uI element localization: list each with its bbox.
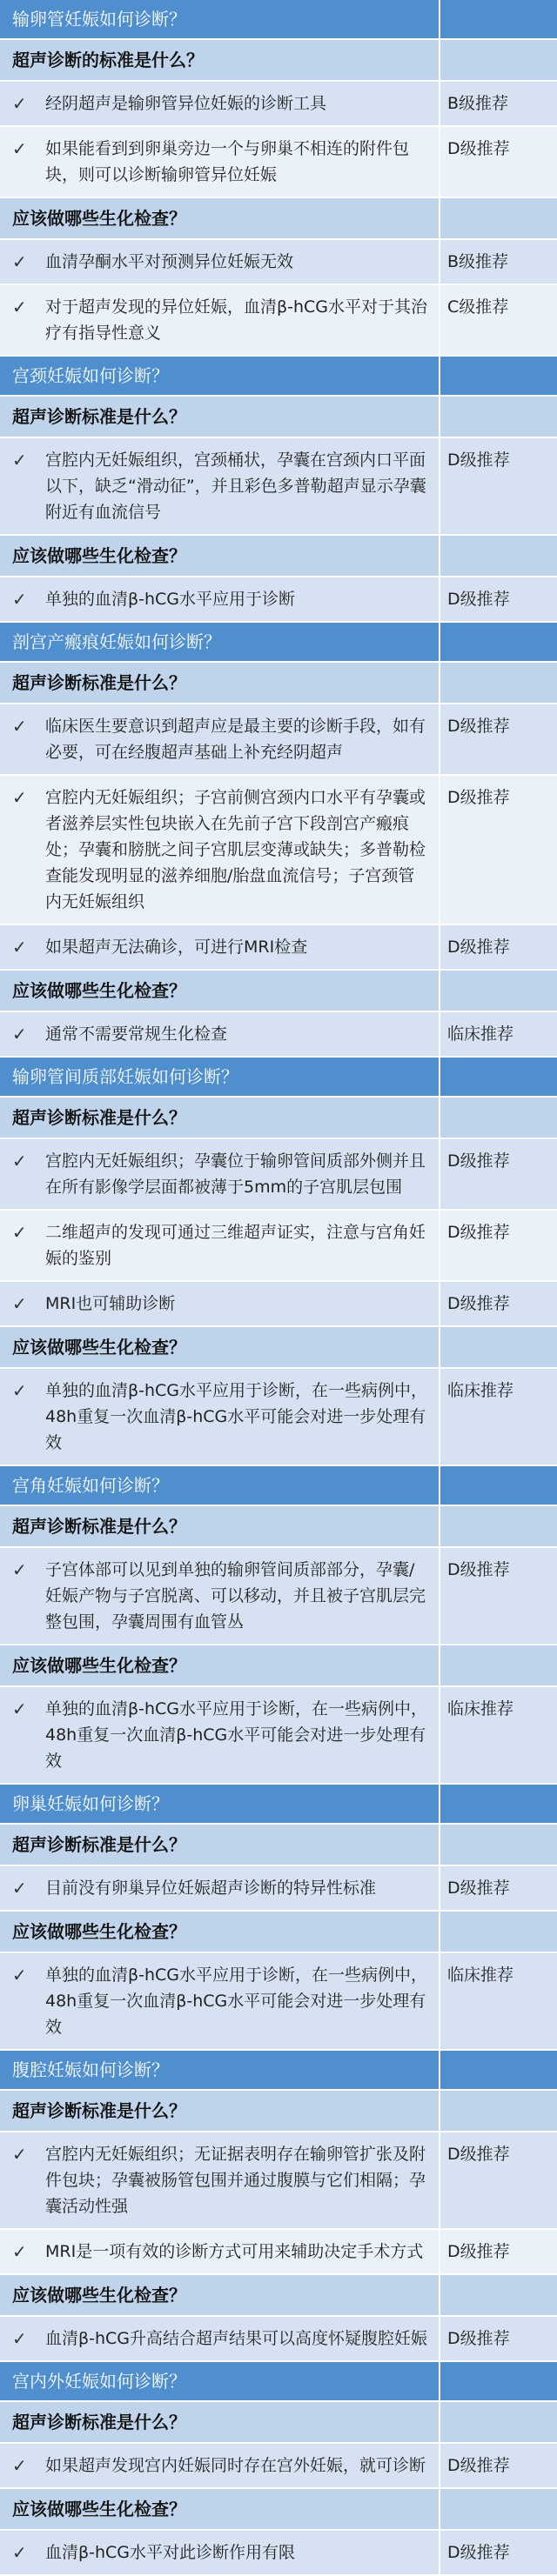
question-heading: 超声诊断标准是什么？: [0, 1825, 440, 1865]
check-icon: ✓: [12, 1380, 27, 1401]
recommendation-row: [0, 2531, 557, 2576]
question-empty-cell: [440, 1327, 557, 1367]
recommendation-cell: [0, 577, 440, 621]
recommendation-row: [0, 1953, 557, 2051]
recommendation-text: 经阴超声是输卵管异位妊娠的诊断工具: [45, 94, 327, 113]
recommendation-text: 临床医生要意识到超声应是最主要的诊断手段，如有必要，可在经腹超声基础上补充经阴超声: [45, 717, 426, 762]
recommendation-cell: [0, 438, 440, 534]
check-icon: ✓: [12, 2241, 27, 2262]
question-empty-cell: [440, 1098, 557, 1138]
recommendation-text: 通常不需要常规生化检查: [45, 1024, 228, 1044]
recommendation-row: [0, 577, 557, 623]
section-header-empty-cell: [440, 1058, 557, 1096]
recommendation-row: [0, 82, 557, 127]
question-empty-cell: [440, 1645, 557, 1685]
recommendation-grade: D级推荐: [447, 2329, 510, 2348]
recommendation-grade: 临床推荐: [447, 1024, 514, 1044]
question-empty-cell: [440, 1912, 557, 1952]
question-heading: 应该做哪些生化检查？: [0, 2489, 440, 2529]
recommendation-cell: [0, 240, 440, 284]
question-heading: 应该做哪些生化检查？: [0, 971, 440, 1011]
question-row: [0, 397, 557, 438]
question-row: [0, 1098, 557, 1139]
recommendation-text: 单独的血清β-hCG水平应用于诊断: [45, 590, 296, 609]
recommendation-row: [0, 1139, 557, 1211]
recommendation-text: 二维超声的发现可通过三维超声证实，注意与宫角妊娠的鉴别: [45, 1223, 426, 1268]
recommendation-grade: D级推荐: [447, 1151, 510, 1171]
section-title: 宫颈妊娠如何诊断？: [0, 357, 440, 395]
question-row: [0, 1327, 557, 1369]
question-empty-cell: [440, 1825, 557, 1865]
recommendation-row: [0, 1866, 557, 1912]
question-row: [0, 1825, 557, 1866]
check-icon: ✓: [12, 2455, 27, 2476]
check-icon: ✓: [12, 1024, 27, 1044]
section-header-empty-cell: [440, 1785, 557, 1823]
question-empty-cell: [440, 2091, 557, 2131]
question-heading: 应该做哪些生化检查？: [0, 198, 440, 238]
recommendation-grade: D级推荐: [447, 2242, 510, 2261]
check-icon: ✓: [12, 937, 27, 958]
section-title: 输卵管间质部妊娠如何诊断？: [0, 1058, 440, 1096]
recommendation-text: 单独的血清β-hCG水平应用于诊断，在一些病例中，48h重复一次血清β-hCG水平可能会对进一步处理有效: [45, 1965, 428, 2037]
recommendation-row: [0, 1548, 557, 1645]
recommendation-cell: [0, 1953, 440, 2049]
question-empty-cell: [440, 2275, 557, 2315]
recommendation-text: 血清β-hCG水平对此诊断作用有限: [45, 2543, 296, 2562]
check-icon: ✓: [12, 2542, 27, 2563]
question-heading: 超声诊断标准是什么？: [0, 2091, 440, 2131]
question-row: [0, 2489, 557, 2531]
recommendation-text: MRI是一项有效的诊断方式可用来辅助决定手术方式: [45, 2242, 424, 2261]
recommendation-grade: D级推荐: [447, 788, 510, 807]
check-icon: ✓: [12, 2328, 27, 2349]
question-heading: 超声诊断标准是什么？: [0, 1098, 440, 1138]
recommendation-grade: D级推荐: [447, 1294, 510, 1313]
recommendation-text: 目前没有卵巢异位妊娠超声诊断的特异性标准: [45, 1879, 377, 1898]
section-header-row: [0, 357, 557, 397]
check-icon: ✓: [12, 93, 27, 114]
recommendation-cell: [0, 1012, 440, 1056]
recommendation-grade: D级推荐: [447, 717, 510, 736]
recommendation-grade: D级推荐: [447, 2456, 510, 2475]
recommendation-row: [0, 776, 557, 925]
recommendation-text: 对于超声发现的异位妊娠，血清β-hCG水平对于其治疗有指导性意义: [45, 297, 428, 343]
recommendation-grade: B级推荐: [447, 94, 509, 113]
recommendation-cell: [0, 2531, 440, 2574]
check-icon: ✓: [12, 589, 27, 610]
recommendation-text: 子宫体部可以见到单独的输卵管间质部部分，孕囊/妊娠产物与子宫脱离、可以移动，并且被子宫肌层完整包围，孕囊周围有血管丛: [45, 1560, 426, 1632]
recommendation-cell: [0, 1866, 440, 1910]
recommendation-grade: C级推荐: [447, 297, 509, 317]
section-header-empty-cell: [440, 357, 557, 395]
recommendation-grade: 临床推荐: [447, 1381, 514, 1400]
recommendation-row: [0, 925, 557, 971]
recommendation-cell: [0, 2444, 440, 2487]
question-heading: 应该做哪些生化检查？: [0, 1912, 440, 1952]
question-empty-cell: [440, 536, 557, 576]
check-icon: ✓: [12, 1293, 27, 1314]
check-icon: ✓: [12, 1965, 27, 1985]
recommendation-cell: [0, 2230, 440, 2273]
recommendation-row: [0, 240, 557, 285]
check-icon: ✓: [12, 716, 27, 737]
recommendation-grade: D级推荐: [447, 139, 510, 158]
recommendation-row: [0, 2317, 557, 2362]
recommendation-row: [0, 2230, 557, 2275]
recommendation-row: [0, 1282, 557, 1327]
section-header-empty-cell: [440, 1466, 557, 1505]
recommendation-cell: [0, 1139, 440, 1209]
question-row: [0, 2275, 557, 2317]
question-empty-cell: [440, 2402, 557, 2442]
check-icon: ✓: [12, 787, 27, 808]
check-icon: ✓: [12, 1698, 27, 1719]
recommendation-row: [0, 127, 557, 198]
recommendation-text: MRI也可辅助诊断: [45, 1294, 176, 1313]
question-empty-cell: [440, 663, 557, 703]
section-header-empty-cell: [440, 2051, 557, 2089]
recommendation-text: 宫腔内无妊娠组织；子宫前侧宫颈内口水平有孕囊或者滋养层实性包块嵌入在先前子宫下段剖宫产瘢痕处；孕囊和膀胱之间子宫肌层变薄或缺失；多普勒检查能发现明显的滋养细胞/胎盘血流信号；子宫颈管内无妊娠组织: [45, 788, 426, 911]
section-header-row: [0, 1058, 557, 1098]
question-empty-cell: [440, 397, 557, 437]
recommendation-row: [0, 2132, 557, 2230]
recommendation-grade: B级推荐: [447, 252, 509, 271]
recommendation-grade: D级推荐: [447, 590, 510, 609]
recommendation-cell: [0, 1282, 440, 1325]
recommendation-text: 如果超声发现宫内妊娠同时存在宫外妊娠，就可诊断: [45, 2456, 426, 2475]
section-title: 腹腔妊娠如何诊断？: [0, 2051, 440, 2089]
recommendation-text: 宫腔内无妊娠组织；孕囊位于输卵管间质部外侧并且在所有影像学层面都被薄于5mm的子宫肌层包围: [45, 1151, 426, 1197]
question-row: [0, 40, 557, 82]
question-heading: 应该做哪些生化检查？: [0, 1645, 440, 1685]
question-heading: 应该做哪些生化检查？: [0, 1327, 440, 1367]
recommendation-cell: [0, 2132, 440, 2228]
recommendation-text: 如果超声无法确诊，可进行MRI检查: [45, 938, 308, 957]
section-title: 输卵管妊娠如何诊断？: [0, 0, 440, 38]
question-row: [0, 2402, 557, 2444]
recommendation-grade: D级推荐: [447, 1560, 510, 1579]
recommendation-grade: D级推荐: [447, 1223, 510, 1242]
check-icon: ✓: [12, 1559, 27, 1580]
recommendation-cell: [0, 925, 440, 969]
recommendation-row: [0, 2444, 557, 2489]
check-icon: ✓: [12, 450, 27, 470]
recommendation-cell: [0, 1548, 440, 1644]
question-empty-cell: [440, 971, 557, 1011]
recommendation-cell: [0, 82, 440, 125]
recommendation-text: 宫腔内无妊娠组织，宫颈桶状，孕囊在宫颈内口平面以下，缺乏“滑动征”，并且彩色多普勒超声显示孕囊附近有血流信号: [45, 450, 426, 522]
section-header-row: [0, 1466, 557, 1506]
recommendation-grade: 临床推荐: [447, 1699, 514, 1718]
recommendation-row: [0, 704, 557, 776]
check-icon: ✓: [12, 251, 27, 272]
recommendation-text: 血清孕酮水平对预测异位妊娠无效: [45, 252, 294, 271]
check-icon: ✓: [12, 1151, 27, 1171]
section-header-empty-cell: [440, 623, 557, 661]
question-heading: 超声诊断标准是什么？: [0, 1506, 440, 1546]
question-heading: 超声诊断标准是什么？: [0, 663, 440, 703]
question-row: [0, 663, 557, 704]
question-row: [0, 971, 557, 1012]
section-header-row: [0, 2051, 557, 2091]
recommendation-cell: [0, 704, 440, 774]
section-header-row: [0, 623, 557, 663]
question-row: [0, 2091, 557, 2132]
recommendation-cell: [0, 285, 440, 355]
question-row: [0, 1912, 557, 1953]
question-empty-cell: [440, 2489, 557, 2529]
recommendation-grade: 临床推荐: [447, 1965, 514, 1985]
recommendation-row: [0, 285, 557, 357]
recommendation-row: [0, 1012, 557, 1058]
check-icon: ✓: [12, 297, 27, 317]
question-heading: 应该做哪些生化检查？: [0, 2275, 440, 2315]
section-title: 剖宫产瘢痕妊娠如何诊断？: [0, 623, 440, 661]
section-header-row: [0, 1785, 557, 1825]
check-icon: ✓: [12, 2144, 27, 2165]
recommendation-text: 如果能看到到卵巢旁边一个与卵巢不相连的附件包块，则可以诊断输卵管异位妊娠: [45, 139, 410, 184]
recommendation-grade: D级推荐: [447, 450, 510, 470]
recommendation-cell: [0, 1369, 440, 1465]
recommendation-cell: [0, 1687, 440, 1783]
question-heading: 应该做哪些生化检查？: [0, 536, 440, 576]
section-title: 宫内外妊娠如何诊断？: [0, 2362, 440, 2400]
question-row: [0, 1645, 557, 1687]
question-heading: 超声诊断的标准是什么？: [0, 40, 440, 80]
section-header-empty-cell: [440, 0, 557, 38]
section-title: 宫角妊娠如何诊断？: [0, 1466, 440, 1505]
question-empty-cell: [440, 40, 557, 80]
recommendation-text: 单独的血清β-hCG水平应用于诊断，在一些病例中，48h重复一次血清β-hCG水平可能会对进一步处理有效: [45, 1699, 428, 1771]
question-empty-cell: [440, 198, 557, 238]
question-row: [0, 198, 557, 240]
check-icon: ✓: [12, 138, 27, 159]
recommendation-cell: [0, 1211, 440, 1280]
recommendation-text: 宫腔内无妊娠组织；无证据表明存在输卵管扩张及附件包块；孕囊被肠管包围并通过腹膜与它们相隔；孕囊活动性强: [45, 2145, 426, 2216]
recommendation-grade: D级推荐: [447, 2145, 510, 2164]
recommendation-grade: D级推荐: [447, 2543, 510, 2562]
recommendation-grade: D级推荐: [447, 1879, 510, 1898]
question-row: [0, 1506, 557, 1548]
recommendation-row: [0, 1369, 557, 1466]
check-icon: ✓: [12, 1222, 27, 1243]
section-header-row: [0, 0, 557, 40]
recommendation-grade: D级推荐: [447, 938, 510, 957]
question-row: [0, 536, 557, 577]
recommendation-text: 血清β-hCG升高结合超声结果可以高度怀疑腹腔妊娠: [45, 2329, 428, 2348]
question-heading: 超声诊断标准是什么？: [0, 397, 440, 437]
recommendation-cell: [0, 127, 440, 197]
recommendation-row: [0, 1687, 557, 1785]
check-icon: ✓: [12, 1878, 27, 1899]
recommendation-cell: [0, 776, 440, 924]
question-heading: 超声诊断标准是什么？: [0, 2402, 440, 2442]
question-empty-cell: [440, 1506, 557, 1546]
section-header-empty-cell: [440, 2362, 557, 2400]
section-title: 卵巢妊娠如何诊断？: [0, 1785, 440, 1823]
recommendation-row: [0, 438, 557, 536]
section-header-row: [0, 2362, 557, 2402]
recommendation-row: [0, 1211, 557, 1282]
recommendation-cell: [0, 2317, 440, 2360]
recommendation-text: 单独的血清β-hCG水平应用于诊断，在一些病例中，48h重复一次血清β-hCG水平可能会对进一步处理有效: [45, 1381, 428, 1452]
